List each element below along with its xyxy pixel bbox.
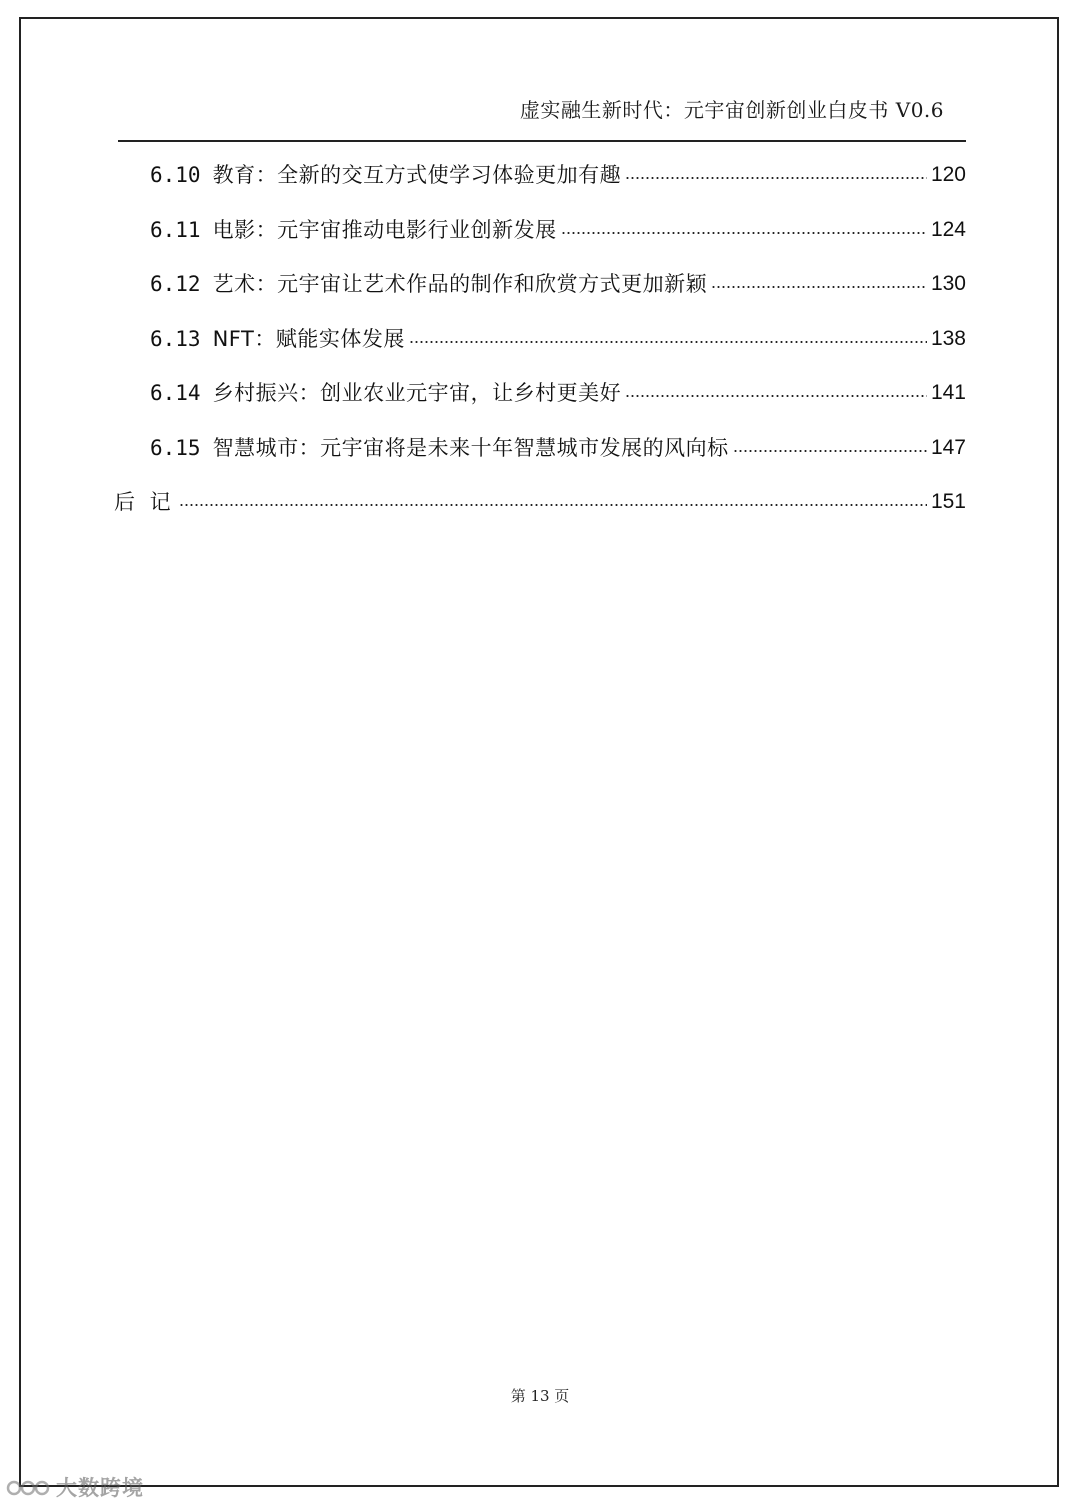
toc-entry-page: 124: [930, 218, 966, 241]
dot-leader: [711, 283, 927, 291]
toc-entry-number: 6.15: [150, 436, 201, 460]
toc-entry-6-13[interactable]: [150, 320, 966, 354]
dot-leader: [561, 229, 927, 237]
toc-entry-title: 教育：全新的交互方式使学习体验更加有趣: [212, 163, 622, 187]
dot-leader: [625, 174, 927, 182]
toc-entry-page: 147: [930, 436, 966, 459]
toc-entry-number: 6.10: [150, 163, 201, 187]
toc-entry-6-10[interactable]: [150, 156, 966, 190]
dot-leader: [733, 447, 927, 455]
toc-entry-page: 120: [930, 163, 966, 186]
page-number-footer: 第 13 页: [510, 1387, 570, 1405]
dot-leader: [179, 501, 927, 509]
toc-entry-title: 艺术：元宇宙让艺术作品的制作和欣赏方式更加新颖: [212, 272, 708, 296]
toc-entry-6-14[interactable]: [150, 374, 966, 408]
dot-leader: [625, 392, 927, 400]
dot-leader: [409, 338, 927, 346]
toc-entry-title: 智慧城市：元宇宙将是未来十年智慧城市发展的风向标: [212, 436, 729, 460]
toc-entry-number: 6.12: [150, 272, 201, 296]
toc-entry-number: 6.14: [150, 381, 201, 405]
toc-entry-page: 151: [930, 490, 966, 513]
toc-entry-page: 130: [930, 272, 966, 295]
toc-entry-title: 乡村振兴：创业农业元宇宙，让乡村更美好: [212, 381, 622, 405]
toc-entry-title: NFT：赋能实体发展: [212, 327, 405, 351]
toc-entry-page: 138: [930, 327, 966, 350]
toc-entry-number: 6.13: [150, 327, 201, 351]
toc-entry-6-12[interactable]: [150, 265, 966, 299]
watermark-text: 大数跨境: [56, 1476, 144, 1500]
running-header: 虚实融生新时代：元宇宙创新创业白皮书 V0.6: [519, 98, 944, 122]
toc-entry-number: 6.11: [150, 218, 201, 242]
toc-entry-afterword[interactable]: [114, 483, 966, 517]
toc-entry-page: 141: [930, 381, 966, 404]
toc-entry-title: 电影：元宇宙推动电影行业创新发展: [212, 218, 557, 242]
toc-entry-6-11[interactable]: [150, 211, 966, 245]
toc-entry-title: 后 记: [114, 490, 175, 514]
toc-entry-6-15[interactable]: [150, 429, 966, 463]
watermark-logo-icon: [6, 1474, 50, 1500]
watermark: [6, 1472, 144, 1502]
